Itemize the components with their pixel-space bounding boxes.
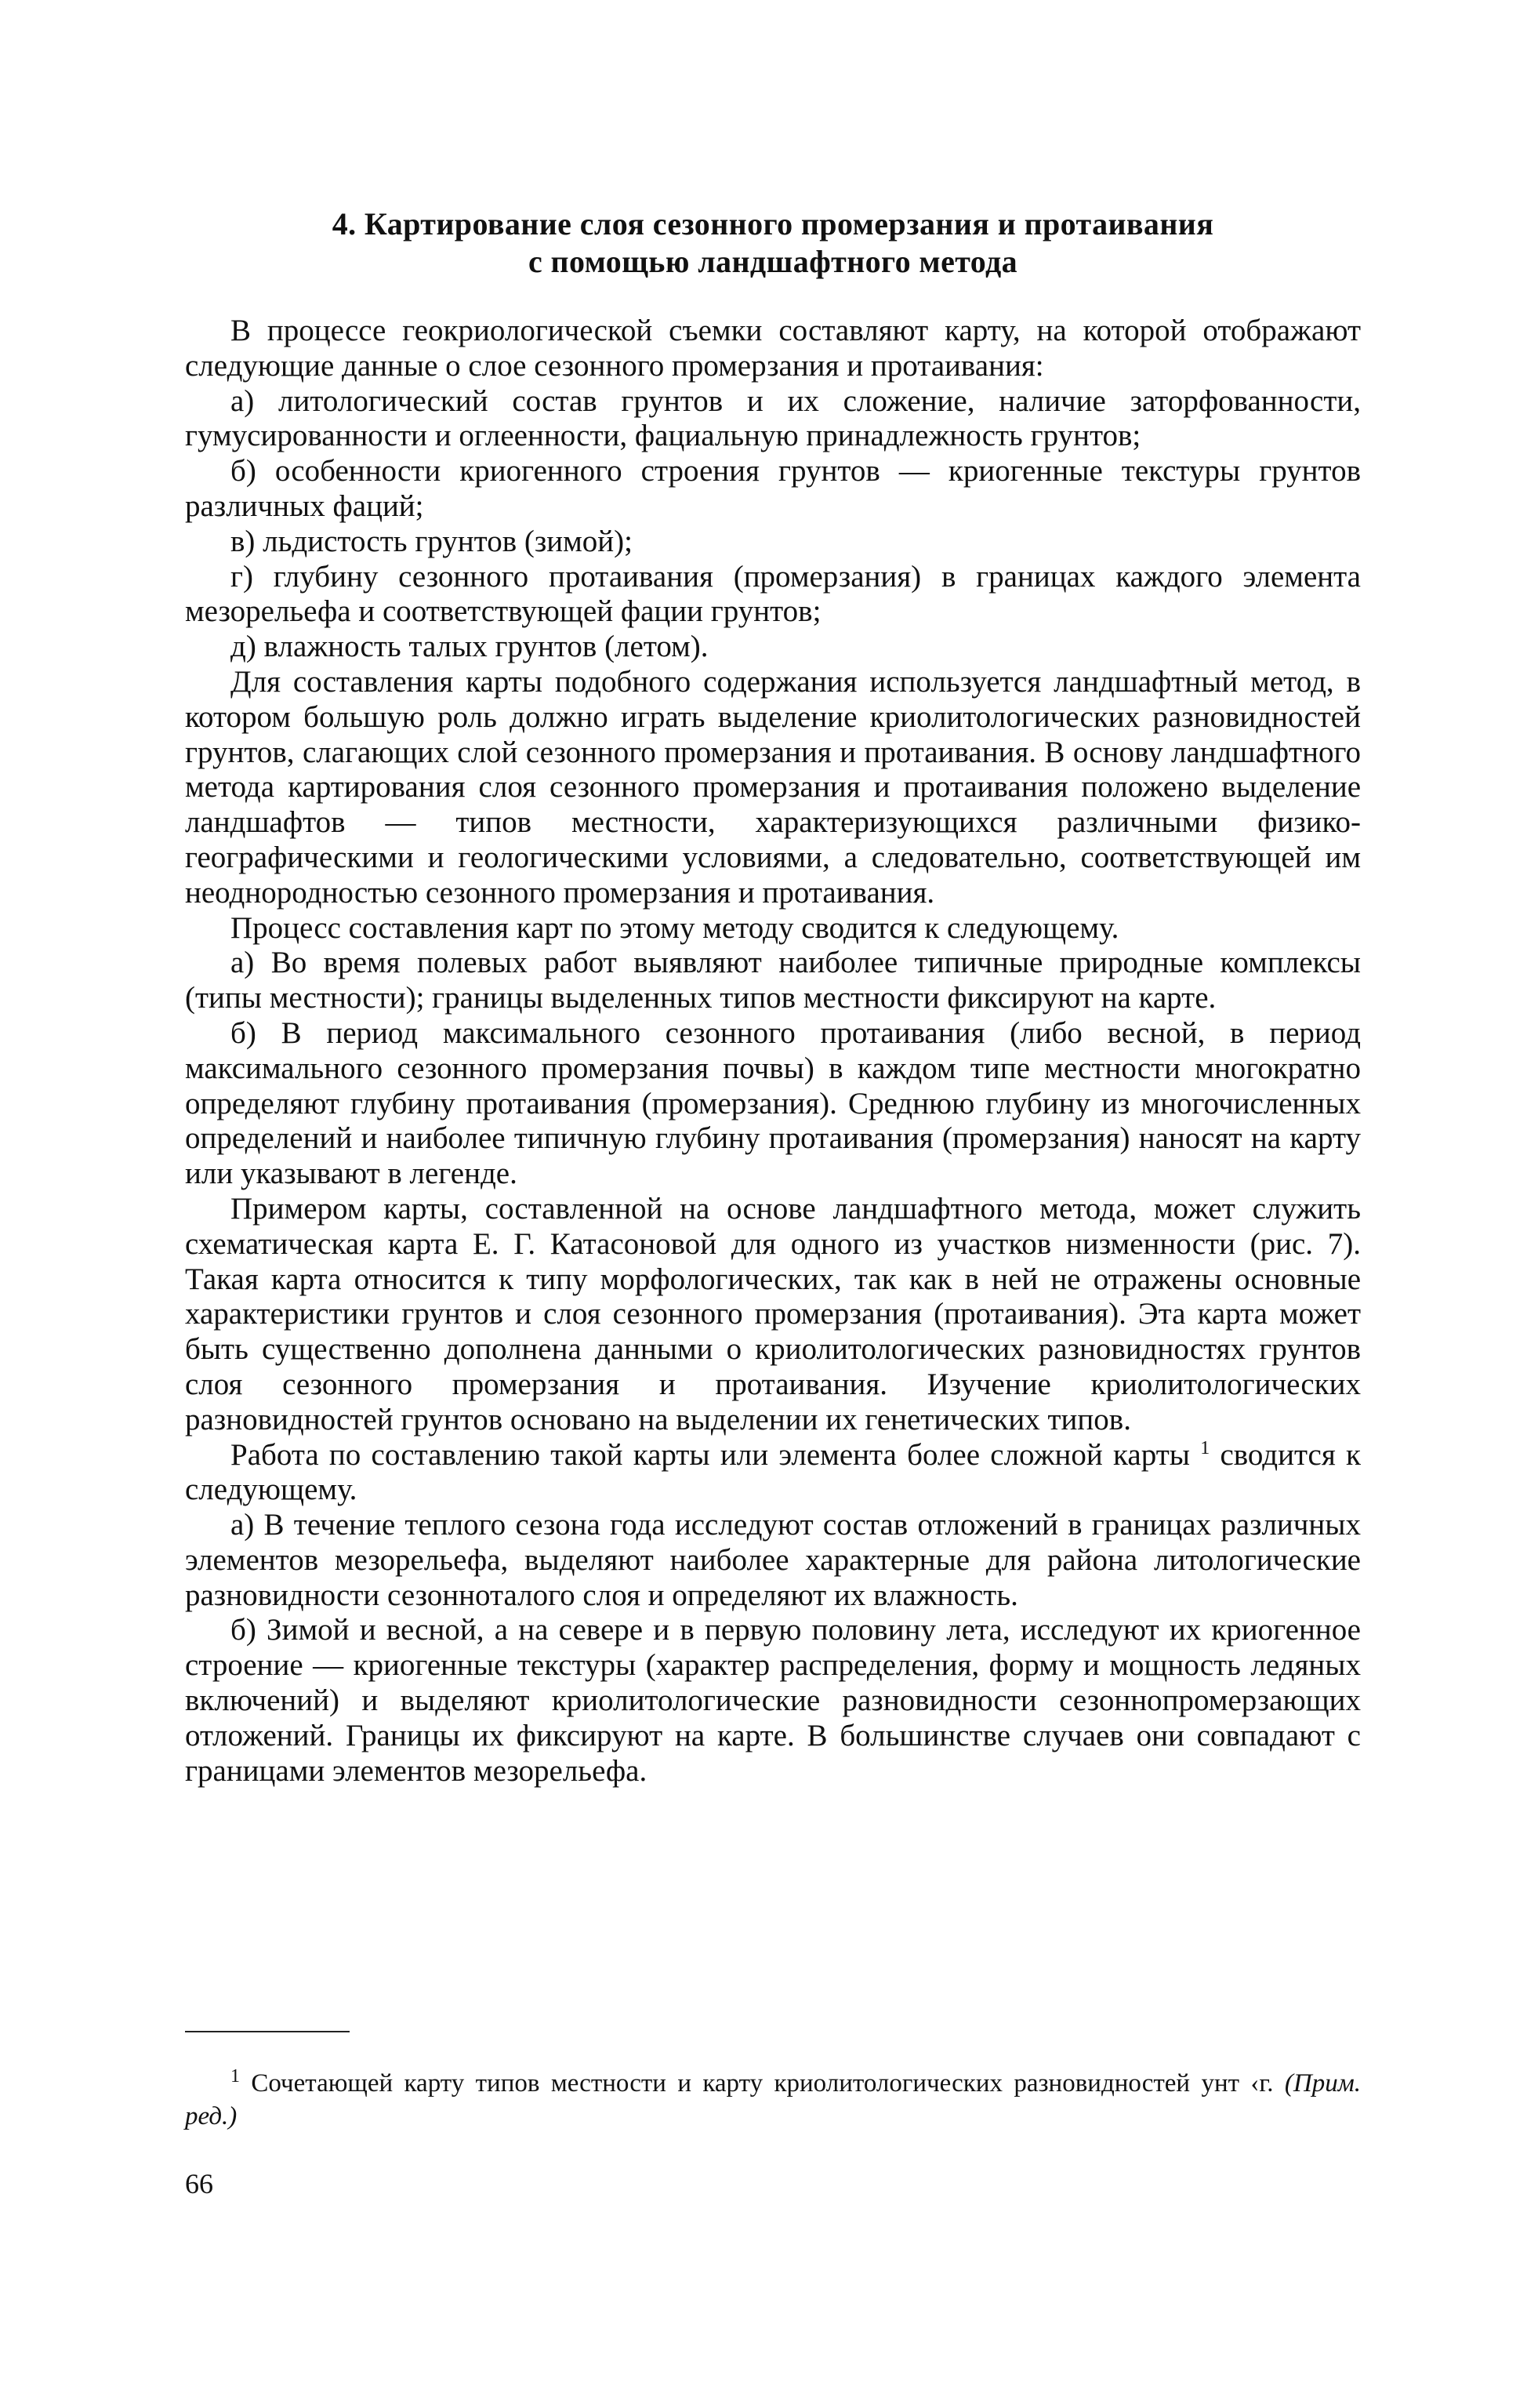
paragraph: Для составления карты подобного содержания используется ландшафтный метод, в котором большую роль должно играть выделение криолитологических разновидностей грунтов, слагающих слой сезонного промерзания и протаивания. В основу ландшафтного метода картирования слоя сезонного промерзания и протаивания положено выделение ландшафтов — типов местности, характеризующихся различными физико-географическими и геологическими условиями, а следовательно, соответствующей им неоднородностью сезонного промерзания и протаивания.	[185, 664, 1361, 910]
heading-line-2: с помощью ландшафтного метода	[528, 244, 1018, 279]
paragraph: Процесс составления карт по этому методу сводится к следующему.	[230, 910, 1119, 945]
list-item-a: а) В течение теплого сезона года исследуют состав отложений в границах различных элементов мезорельефа, выделяют наиболее характерные для района литологические разновидности сезонноталого слоя и определяют их влажность.	[185, 1508, 1361, 1612]
paragraph-text: Работа по составлению такой карты или элемента более сложной карты	[230, 1437, 1190, 1472]
paragraph: Примером карты, составленной на основе ландшафтного метода, может служить схематическая карта Е. Г. Катасоновой для одного из участков низменности (рис. 7). Такая карта относится к типу морфологических, так как в ней не отражены основные характеристики грунтов и слоя сезонного промерзания (протаивания). Эта карта может быть существенно дополнена данными о криолитологических разновидностях грунтов слоя сезонного промерзания и протаивания. Изучение криолитологических разновидностей грунтов основано на выделении их генетических типов.	[185, 1191, 1361, 1436]
footnote-separator	[185, 2031, 350, 2032]
list-item-a: а) Во время полевых работ выявляют наиболее типичные природные комплексы (типы местности); границы выделенных типов местности фиксируют на карте.	[185, 946, 1361, 1015]
paragraph-with-footnote-ref	[185, 1438, 1361, 1509]
footnote	[185, 2067, 1361, 2133]
paragraph: В процессе геокриологической съемки составляют карту, на которой отображают следующие данные о слое сезонного промерзания и протаивания:	[185, 314, 1361, 383]
footnote-mark: 1	[230, 2066, 240, 2087]
list-item-b: б) особенности криогенного строения грунтов — криогенные текстуры грунтов различных фаций;	[185, 454, 1361, 523]
footnote-reference[interactable]: 1	[1200, 1437, 1210, 1458]
footnote-editor-note: (Прим. ред.)	[185, 2069, 1362, 2130]
heading-line-1: 4. Картирование слоя сезонного промерзания и протаивания	[332, 206, 1214, 242]
list-item-b: б) Зимой и весной, а на севере и в первую половину лета, исследуют их криогенное строение — криогенные текстуры (характер распределения, форму и мощность ледяных включений) и выделяют криолитологические разновидности сезоннопромерзающих отложений. Границы их фиксируют на карте. В большинстве случаев они совпадают с границами элементов мезорельефа.	[185, 1613, 1361, 1788]
footnote-text: Сочетающей карту типов местности и карту криолитологических разновидностей унт ‹г.	[251, 2069, 1274, 2097]
list-item-b: б) В период максимального сезонного протаивания (либо весной, в период максимального сезонного промерзания почвы) в каждом типе местности многократно определяют глубину протаивания (промерзания). Среднюю глубину из многочисленных определений и наиболее типичную глубину протаивания (промерзания) наносят на карту или указывают в легенде.	[185, 1015, 1361, 1191]
paragraph-text-tail: сводится к следующему.	[185, 1437, 1361, 1507]
list-item-a: а) литологический состав грунтов и их сложение, наличие заторфованности, гумусированности и оглеенности, фациальную принадлежность грунтов;	[185, 383, 1361, 453]
text-column	[185, 205, 1361, 1789]
section-heading	[185, 205, 1361, 281]
list-item-d: д) влажность талых грунтов (летом).	[230, 630, 709, 664]
page-number: 66	[185, 2168, 213, 2199]
list-item-g: г) глубину сезонного протаивания (промерзания) в границах каждого элемента мезорельефа и соответствующей фации грунтов;	[185, 559, 1361, 629]
list-item-v: в) льдистость грунтов (зимой);	[230, 524, 633, 558]
